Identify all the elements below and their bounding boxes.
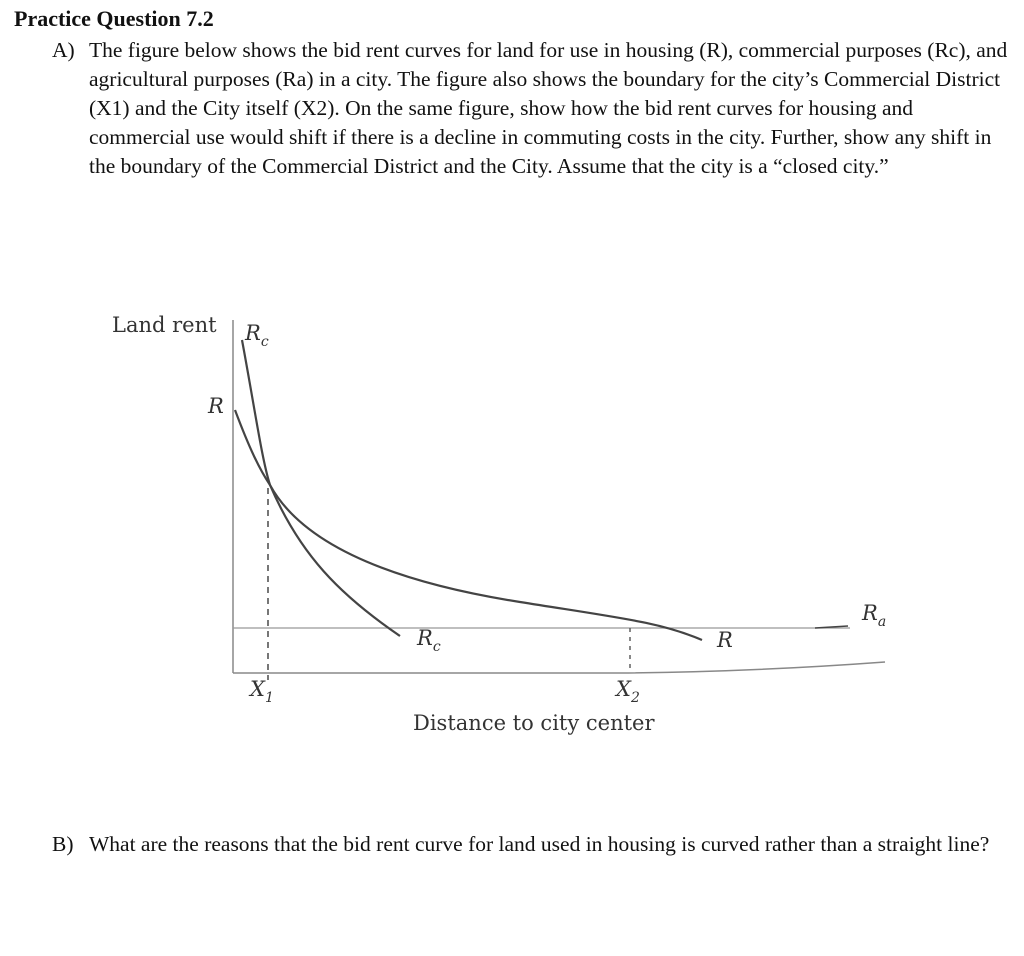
question-a-text: The figure below shows the bid rent curves for land for use in housing (R), commercial purposes (Rc), and agricultural purposes (Ra) in a city. The figure also shows the boundary for the city’s Commercial District (X1) and the City itself (X2). On the same figure, show how the bid rent curves for housing and commercial use would shift if there is a decline in commuting costs in the city. Further, show any shift in the boundary of the Commercial District and the City. Assume that the city is a “closed city.” [89, 38, 1008, 178]
question-a [52, 36, 1012, 181]
bid-rent-figure [100, 300, 920, 750]
question-b-label: B) [52, 832, 74, 856]
rc-curve-label: $R_c$ [417, 626, 441, 655]
rc-curve [242, 340, 400, 636]
r-curve [235, 410, 702, 640]
page-title: Practice Question 7.2 [14, 6, 214, 31]
r-axis-label: R [208, 394, 224, 418]
y-axis-label: Land rent [112, 313, 217, 337]
r-curve-label: R [717, 628, 733, 652]
rc-top-label: $R_c$ [245, 321, 269, 350]
ra-label: $R_a$ [862, 601, 887, 630]
x2-label: $X_2$ [616, 677, 640, 706]
question-b-text: What are the reasons that the bid rent curve for land used in housing is curved rather than a straight line? [89, 832, 990, 856]
x1-label: $X_1$ [250, 677, 274, 706]
question-a-label: A) [52, 38, 75, 62]
question-b [52, 830, 1012, 859]
x-axis-label: Distance to city center [413, 711, 655, 735]
x-axis [233, 662, 885, 673]
